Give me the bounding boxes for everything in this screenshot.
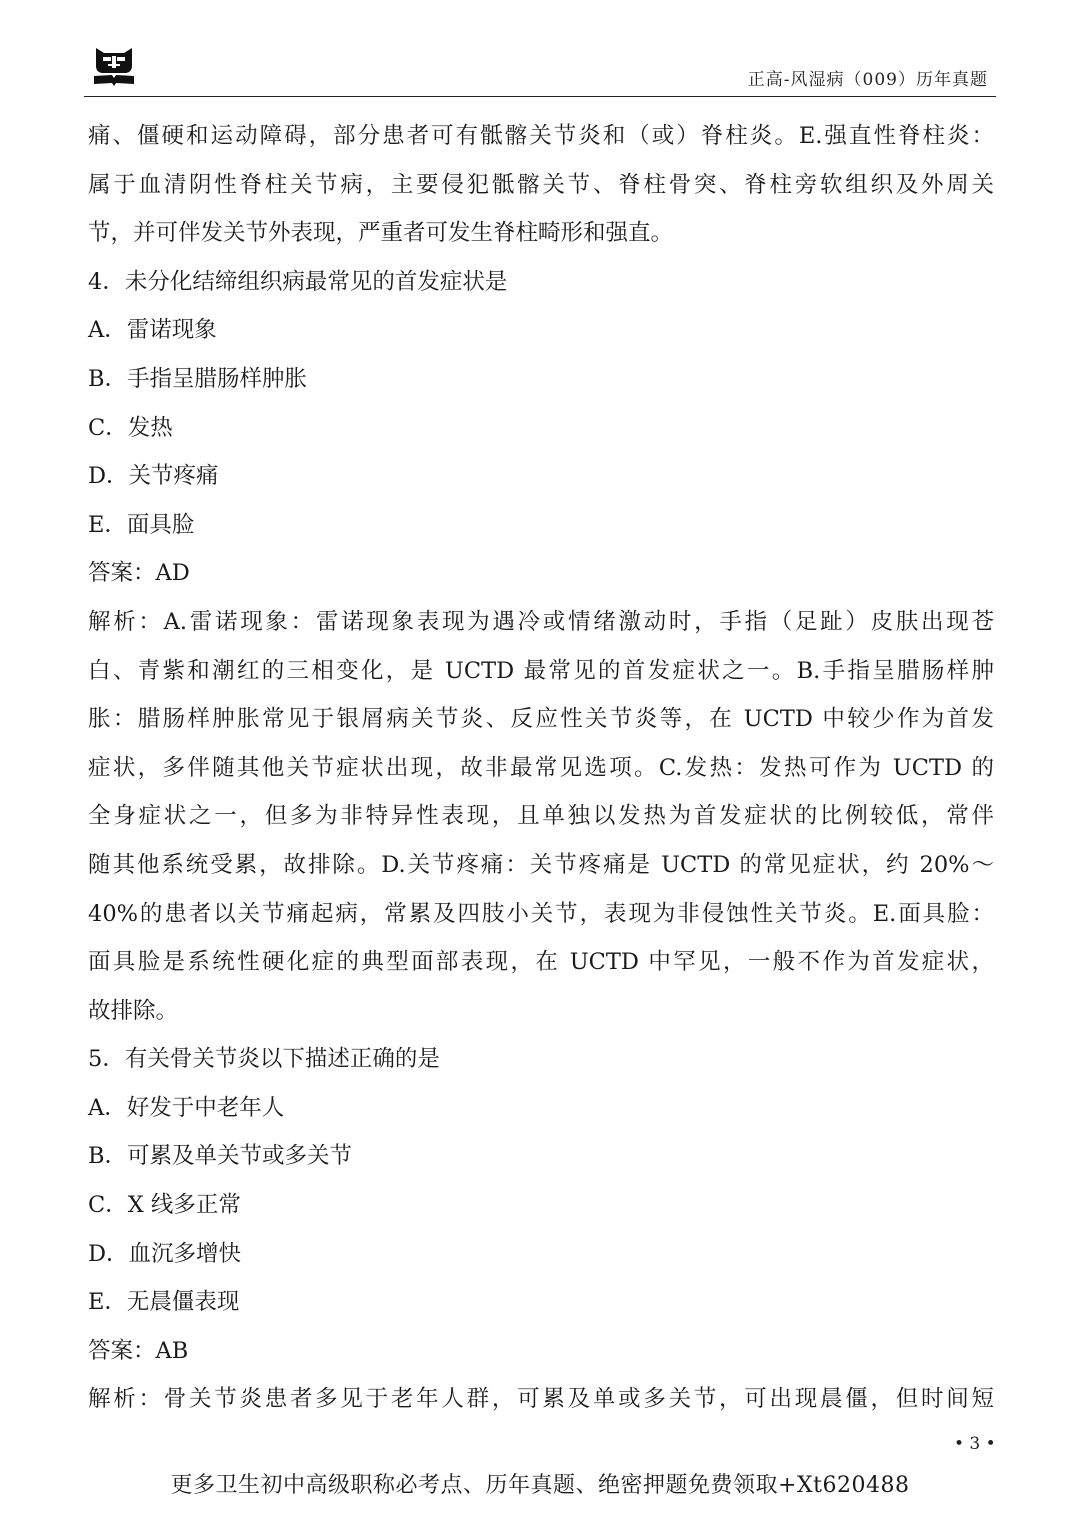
text-line: 随其他系统受累，故排除。D.关节疼痛：关节疼痛是 UCTD 的常见症状，约 20%～ (88, 851, 994, 878)
text-line: 全身症状之一，但多为非特异性表现，且单独以发热为首发症状的比例较低，常伴 (88, 803, 994, 830)
text-line: 症状，多伴随其他关节症状出现，故非最常见选项。C.发热：发热可作为 UCTD 的 (88, 754, 994, 781)
text-line: E．面具脸 (88, 511, 195, 538)
page-header (84, 30, 996, 97)
text-line: 白、青紫和潮红的三相变化，是 UCTD 最常见的首发症状之一。B.手指呈腊肠样肿 (88, 657, 994, 684)
header-title: 正高-风湿病（009）历年真题 (747, 70, 988, 90)
text-line: D．血沉多增快 (88, 1240, 242, 1267)
text-line: 故排除。 (88, 997, 179, 1024)
text-line: 4．未分化结缔组织病最常见的首发症状是 (88, 268, 508, 295)
document-body (88, 112, 994, 1424)
text-line: 面具脸是系统性硬化症的典型面部表现，在 UCTD 中罕见，一般不作为首发症状， (88, 949, 994, 976)
text-line: E．无晨僵表现 (88, 1289, 240, 1316)
page-number: • 3 • (954, 1434, 996, 1454)
text-line: 答案：AD (88, 560, 190, 587)
text-line: B．手指呈腊肠样肿胀 (88, 365, 308, 392)
text-line: A．雷诺现象 (88, 317, 217, 344)
text-line: A．好发于中老年人 (88, 1094, 285, 1121)
text-line: D．关节疼痛 (88, 463, 219, 490)
text-line: 节，并可伴发关节外表现，严重者可发生脊柱畸形和强直。 (88, 220, 674, 247)
text-line: B．可累及单关节或多关节 (88, 1143, 353, 1170)
text-line: 解析：骨关节炎患者多见于老年人群，可累及单或多关节，可出现晨僵，但时间短 (88, 1386, 994, 1413)
footer-promo-text: 更多卫生初中高级职称必考点、历年真题、绝密押题免费领取+Xt620488 (170, 1473, 910, 1498)
text-line: 胀：腊肠样肿胀常见于银屑病关节炎、反应性关节炎等，在 UCTD 中较少作为首发 (88, 706, 994, 733)
text-line: 属于血清阴性脊柱关节病，主要侵犯骶髂关节、脊柱骨突、脊柱旁软组织及外周关 (88, 171, 994, 198)
text-line: 40%的患者以关节痛起病，常累及四肢小关节，表现为非侵蚀性关节炎。E.面具脸： (88, 900, 994, 927)
text-line: 解析：A.雷诺现象：雷诺现象表现为遇冷或情绪激动时，手指（足趾）皮肤出现苍 (88, 608, 994, 635)
text-line: 痛、僵硬和运动障碍，部分患者可有骶髂关节炎和（或）脊柱炎。E.强直性脊柱炎： (88, 123, 994, 149)
reading-cat-logo-icon (90, 42, 138, 90)
text-line: 答案：AB (88, 1337, 189, 1364)
text-line: C．X 线多正常 (88, 1192, 241, 1219)
text-line: 5．有关骨关节炎以下描述正确的是 (88, 1046, 440, 1073)
text-line: C．发热 (88, 414, 173, 441)
